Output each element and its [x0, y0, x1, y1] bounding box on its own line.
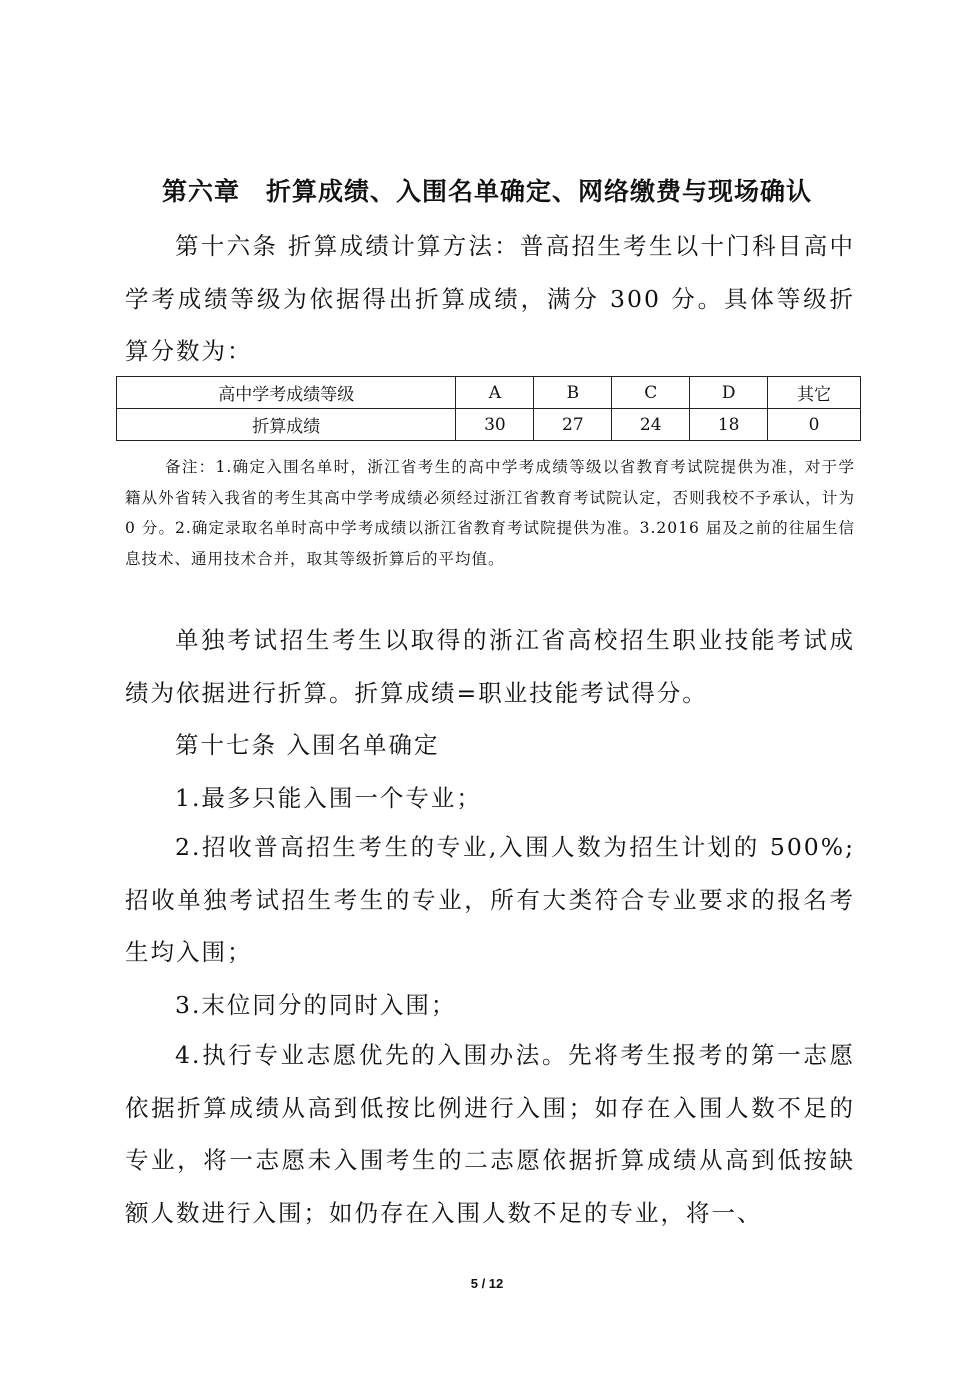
table-cell: B — [534, 377, 612, 409]
article-16-paragraph — [125, 220, 855, 378]
table-row — [117, 409, 861, 441]
article-17-heading: 第十七条 入围名单确定 — [175, 731, 440, 759]
article-17-item-3: 3.末位同分的同时入围； — [175, 991, 457, 1019]
page-number: 5 / 12 — [470, 1276, 504, 1291]
single-exam-paragraph: 单独考试招生考生以取得的浙江省高校招生职业技能考试成绩为依据进行折算。折算成绩=职业技能考试得分。 — [125, 626, 855, 707]
article-17-item-1: 1.最多只能入围一个专业； — [175, 784, 482, 812]
table-cell: 高中学考成绩等级 — [117, 377, 456, 409]
table-note: 备注：1.确定入围名单时，浙江省考生的高中学考成绩等级以省教育考试院提供为准，对于学籍从外省转入我省的考生其高中学考成绩必须经过浙江省教育考试院认定，否则我校不予承认，计为 0 分。2.确定录取名单时高中学考成绩以浙江省教育考试院提供为准。3.2016 届及之前的往届生信息技术、通用技术合并，取其等级折算后的平均值。 — [125, 458, 855, 568]
grade-conversion-table — [116, 376, 861, 441]
table-cell: 24 — [612, 409, 690, 441]
table-cell: 18 — [690, 409, 768, 441]
table-cell: D — [690, 377, 768, 409]
article-17-item-4: 4.执行专业志愿优先的入围办法。先将考生报考的第一志愿依据折算成绩从高到低按比例进行入围；如存在入围人数不足的专业，将一志愿未入围考生的二志愿依据折算成绩从高到低按缺额人数进行入围；如仍存在入围人数不足的专业，将一、 — [125, 1041, 855, 1227]
table-cell: C — [612, 377, 690, 409]
article-17-item-2: 2.招收普高招生考生的专业,入围人数为招生计划的 500%;招收单独考试招生考生的专业，所有大类符合专业要求的报名考生均入围； — [125, 833, 855, 966]
table-cell: 30 — [456, 409, 534, 441]
table-header-row — [117, 377, 861, 409]
table-cell: 0 — [768, 409, 861, 441]
article-16-text: 普高招生考生以十门科目高中学考成绩等级为依据得出折算成绩，满分 300 分。具体等级折算分数为： — [125, 232, 855, 365]
table-cell: 27 — [534, 409, 612, 441]
table-cell: 折算成绩 — [117, 409, 456, 441]
table-cell: A — [456, 377, 534, 409]
table-cell: 其它 — [768, 377, 861, 409]
article-16-heading: 第十六条 折算成绩计算方法： — [175, 232, 521, 260]
chapter-title: 第六章 折算成绩、入围名单确定、网络缴费与现场确认 — [161, 177, 812, 206]
